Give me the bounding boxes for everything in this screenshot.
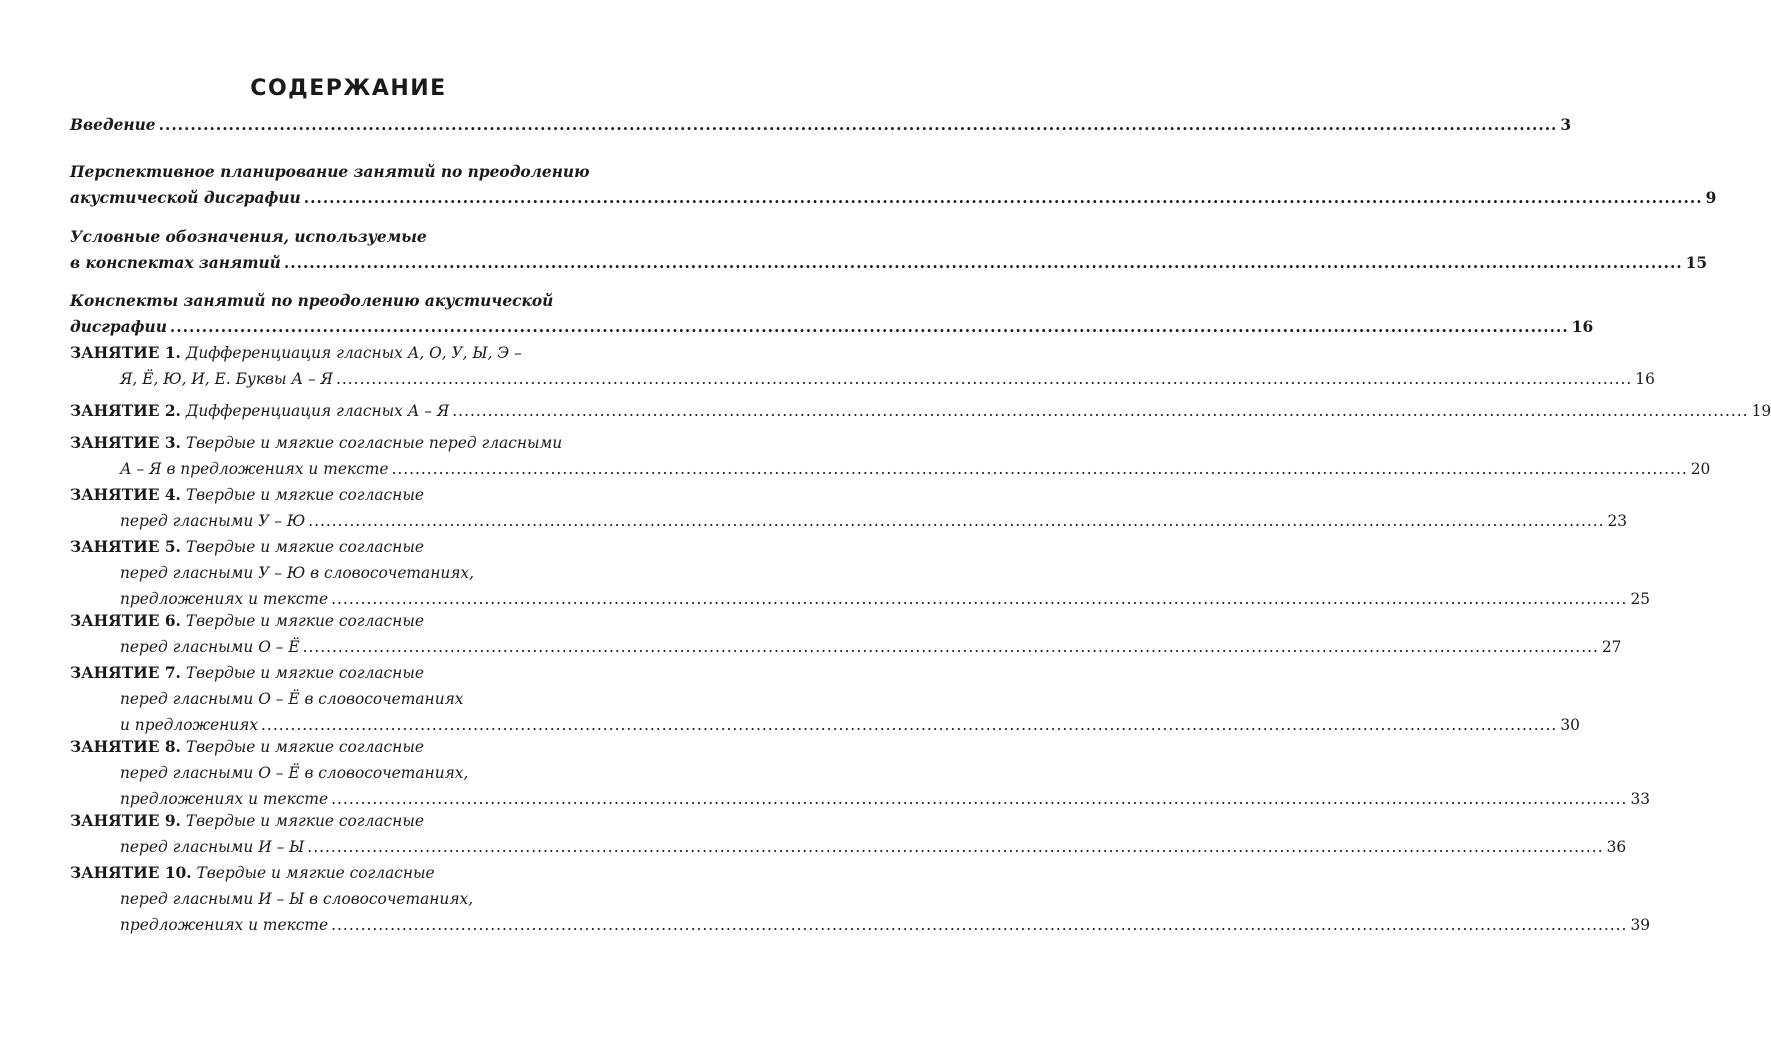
toc-entry-text: Я, Ё, Ю, И, Е. Буквы А – Я: [120, 370, 333, 388]
toc-page-number: 19: [1751, 402, 1771, 420]
toc-line: [70, 534, 641, 561]
toc-lesson-label: ЗАНЯТИЕ 2.: [70, 402, 181, 420]
dot-leader: ............................................................................................................................................................................................................................: [158, 116, 1558, 134]
toc-entry-text: предложениях и тексте: [120, 590, 329, 608]
toc-entry-text: и предложениях: [120, 716, 259, 734]
toc-entry-text: перед гласными О – Ё в словосочетаниях,: [120, 764, 469, 782]
toc-line: [70, 185, 1717, 212]
toc-page-number: 30: [1560, 716, 1580, 734]
toc-entry-text: дисграфии: [70, 318, 167, 336]
toc-page-number: 16: [1571, 318, 1594, 336]
toc-line: [70, 340, 641, 367]
dot-leader: ............................................................................................................................................................................................................................: [261, 716, 1558, 734]
toc-lesson-label: ЗАНЯТИЕ 8.: [70, 738, 181, 756]
toc-entry-text: Твердые и мягкие согласные: [185, 664, 424, 682]
toc-entry-text: перед гласными У – Ю в словосочетаниях,: [120, 564, 475, 582]
dot-leader: ............................................................................................................................................................................................................................: [331, 790, 1628, 808]
toc-line: [70, 734, 641, 761]
dot-leader: ............................................................................................................................................................................................................................: [331, 916, 1628, 934]
toc-page-number: 23: [1607, 512, 1628, 530]
toc-line: [70, 482, 641, 509]
toc-entry-text: в конспектах занятий: [70, 254, 281, 272]
toc-line: [120, 834, 1627, 861]
dot-leader: ............................................................................................................................................................................................................................: [283, 254, 1683, 272]
toc-page-number: 36: [1606, 838, 1627, 856]
toc-line: [70, 159, 641, 186]
toc-line: [70, 288, 641, 315]
toc-entry-text: перед гласными О – Ё в словосочетаниях: [120, 690, 464, 708]
toc-page-number: 27: [1601, 638, 1622, 656]
toc-line: [70, 314, 1594, 341]
dot-leader: ............................................................................................................................................................................................................................: [307, 838, 1604, 856]
toc-lesson-label: ЗАНЯТИЕ 9.: [70, 812, 181, 830]
toc-page-number: 25: [1630, 590, 1651, 608]
toc-entry-text: Твердые и мягкие согласные: [185, 812, 424, 830]
dot-leader: ............................................................................................................................................................................................................................: [391, 460, 1688, 478]
toc-entry-text: Твердые и мягкие согласные: [185, 738, 424, 756]
toc-entry-text: Твердые и мягкие согласные перед гласными: [185, 434, 563, 452]
toc-lesson-label: ЗАНЯТИЕ 4.: [70, 486, 181, 504]
toc-line: [70, 398, 1771, 425]
toc-line: [70, 224, 641, 251]
toc-line: [120, 456, 1711, 483]
toc-line: [70, 808, 641, 835]
toc-entry-text: перед гласными И – Ы в словосочетаниях,: [120, 890, 474, 908]
toc-page-number: 9: [1705, 189, 1717, 207]
toc-lesson-label: ЗАНЯТИЕ 1.: [70, 344, 181, 362]
toc-entry-text: Твердые и мягкие согласные: [196, 864, 435, 882]
page-title: СОДЕРЖАНИЕ: [250, 76, 447, 101]
toc-lesson-label: ЗАНЯТИЕ 5.: [70, 538, 181, 556]
toc-entry-text: Конспекты занятий по преодолению акустической: [70, 292, 554, 310]
dot-leader: ............................................................................................................................................................................................................................: [303, 189, 1703, 207]
toc-line: [70, 112, 1572, 139]
toc-line: [120, 912, 1651, 939]
toc-entry-text: Дифференциация гласных А – Я: [185, 402, 450, 420]
toc-entry-text: акустической дисграфии: [70, 189, 301, 207]
toc-page-number: 3: [1560, 116, 1572, 134]
toc-entry-text: перед гласными О – Ё: [120, 638, 300, 656]
toc-line: [120, 760, 641, 787]
toc-lesson-label: ЗАНЯТИЕ 7.: [70, 664, 181, 682]
toc-entry-text: Перспективное планирование занятий по преодолению: [70, 163, 590, 181]
toc-entry-text: Твердые и мягкие согласные: [185, 538, 424, 556]
toc-entry-text: Твердые и мягкие согласные: [185, 486, 424, 504]
dot-leader: ............................................................................................................................................................................................................................: [336, 370, 1633, 388]
toc-entry-text: Введение: [70, 116, 156, 134]
toc-entry-text: Условные обозначения, используемые: [70, 228, 427, 246]
toc-line: [70, 608, 641, 635]
toc-line: [120, 686, 641, 713]
toc-line: [70, 430, 641, 457]
toc-page-number: 20: [1690, 460, 1711, 478]
dot-leader: ............................................................................................................................................................................................................................: [331, 590, 1628, 608]
toc-line: [120, 634, 1622, 661]
toc-lesson-label: ЗАНЯТИЕ 6.: [70, 612, 181, 630]
toc-entry-text: А – Я в предложениях и тексте: [120, 460, 389, 478]
toc-entry-text: Твердые и мягкие согласные: [185, 612, 424, 630]
dot-leader: ............................................................................................................................................................................................................................: [169, 318, 1569, 336]
toc-line: [120, 886, 641, 913]
dot-leader: ............................................................................................................................................................................................................................: [308, 512, 1605, 530]
toc-page-number: 39: [1630, 916, 1651, 934]
toc-lesson-label: ЗАНЯТИЕ 3.: [70, 434, 181, 452]
toc-entry-text: перед гласными И – Ы: [120, 838, 305, 856]
toc-line: [70, 250, 1708, 277]
toc-entry-text: предложениях и тексте: [120, 916, 329, 934]
toc-page-number: 33: [1630, 790, 1651, 808]
dot-leader: ............................................................................................................................................................................................................................: [452, 402, 1749, 420]
toc-line: [70, 660, 641, 687]
toc-line: [120, 508, 1628, 535]
toc-line: [70, 860, 641, 887]
toc-line: [120, 366, 1655, 393]
toc-entry-text: предложениях и тексте: [120, 790, 329, 808]
toc-page-number: 15: [1685, 254, 1708, 272]
toc-line: [120, 560, 641, 587]
toc-entry-text: Дифференциация гласных А, О, У, Ы, Э –: [185, 344, 522, 362]
toc-page-number: 16: [1635, 370, 1655, 388]
dot-leader: ............................................................................................................................................................................................................................: [302, 638, 1599, 656]
toc-lesson-label: ЗАНЯТИЕ 10.: [70, 864, 192, 882]
toc-entry-text: перед гласными У – Ю: [120, 512, 306, 530]
